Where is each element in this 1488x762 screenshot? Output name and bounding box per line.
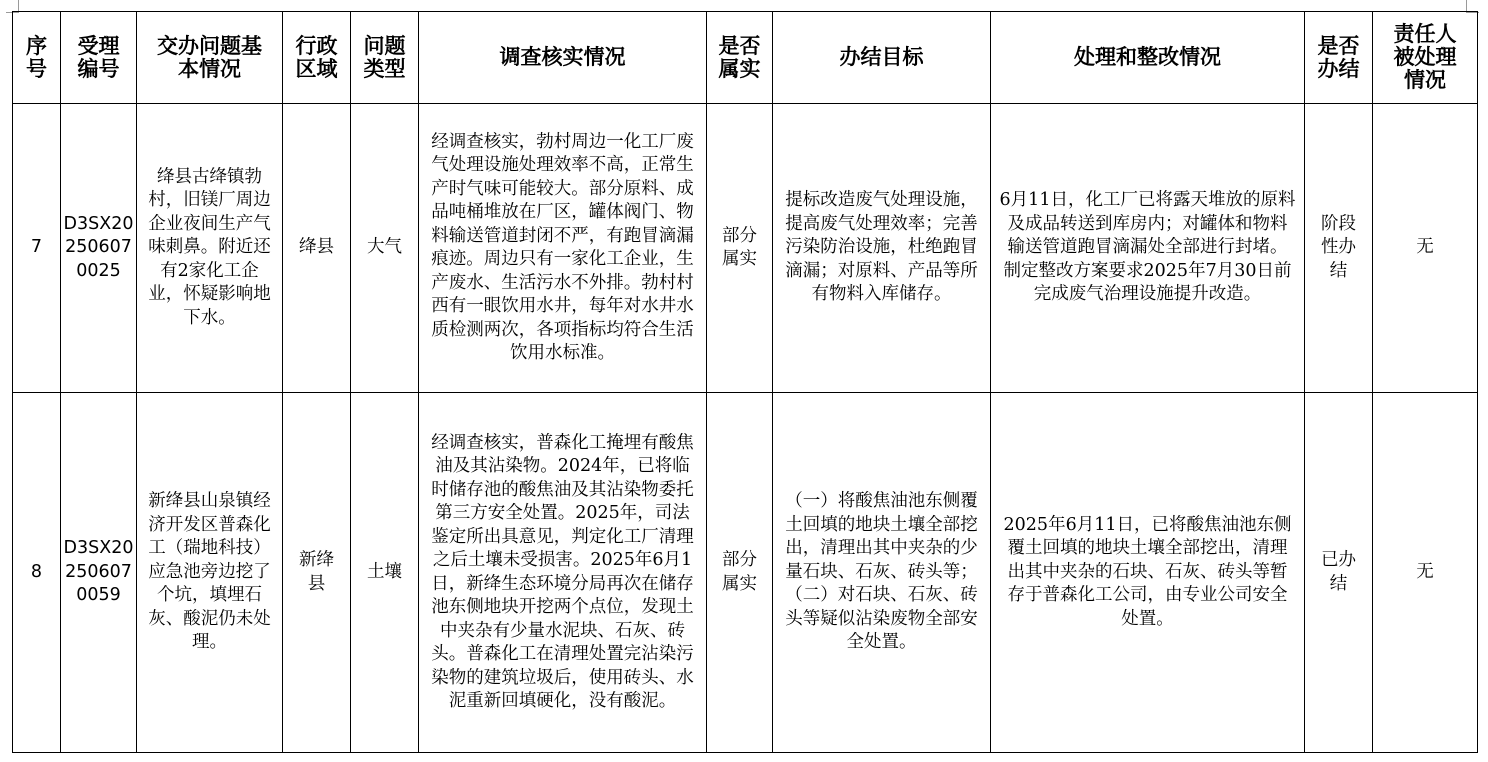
cell-handling: 2025年6月11日，已将酸焦油池东侧覆土回填的地块土壤全部挖出，清理出其中夹杂的石块、石灰、砖头等暂存于普森化工公司，由专业公司安全处置。 xyxy=(991,393,1305,753)
header-completed: 是否办结 xyxy=(1305,12,1373,104)
cell-region: 绛县 xyxy=(283,104,351,393)
cell-problem: 新绛县山泉镇经济开发区普森化工（瑞地科技）应急池旁边挖了个坑，填埋石灰、酸泥仍未处理。 xyxy=(137,393,283,753)
cell-target: （一）将酸焦油池东侧覆土回填的地块土壤全部挖出，清理出其中夹杂的少量石块、石灰、砖头等；（二）对石块、石灰、砖头等疑似沾染废物全部安全处置。 xyxy=(773,393,991,753)
cell-accountability: 无 xyxy=(1373,393,1478,753)
cell-region: 新绛县 xyxy=(283,393,351,753)
cell-handling: 6月11日，化工厂已将露天堆放的原料及成品转送到库房内；对罐体和物料输送管道跑冒滴漏处全部进行封堵。制定整改方案要求2025年7月30日前完成废气治理设施提升改造。 xyxy=(991,104,1305,393)
cell-target: 提标改造废气处理设施，提高废气处理效率；完善污染防治设施，杜绝跑冒滴漏；对原料、产品等所有物料入库储存。 xyxy=(773,104,991,393)
header-region: 行政区域 xyxy=(283,12,351,104)
cell-is-true: 部分属实 xyxy=(707,393,773,753)
case-table xyxy=(12,11,1478,753)
cell-type: 土壤 xyxy=(351,393,419,753)
table-header-row xyxy=(13,12,1478,104)
table-row xyxy=(13,104,1478,393)
cell-completed: 已办结 xyxy=(1305,393,1373,753)
cell-completed: 阶段性办结 xyxy=(1305,104,1373,393)
cell-is-true: 部分属实 xyxy=(707,104,773,393)
header-target: 办结目标 xyxy=(773,12,991,104)
cell-investigation: 经调查核实，勃村周边一化工厂废气处理设施处理效率不高，正常生产时气味可能较大。部分原料、成品吨桶堆放在厂区，罐体阀门、物料输送管道封闭不严，有跑冒滴漏痕迹。周边只有一家化工企业，生产废水、生活污水不外排。勃村村西有一眼饮用水井，每年对水井水质检测两次，各项指标均符合生活饮用水标准。 xyxy=(419,104,707,393)
cell-case-id: D3SX202506070025 xyxy=(61,104,137,393)
cell-accountability: 无 xyxy=(1373,104,1478,393)
cell-seq: 7 xyxy=(13,104,61,393)
header-seq: 序号 xyxy=(13,12,61,104)
header-is-true: 是否属实 xyxy=(707,12,773,104)
cell-case-id: D3SX202506070059 xyxy=(61,393,137,753)
cell-investigation: 经调查核实，普森化工掩埋有酸焦油及其沾染物。2024年，已将临时储存池的酸焦油及其沾染物委托第三方安全处置。2025年，司法鉴定所出具意见，判定化工厂清理之后土壤未受损害。2025年6月1日，新绛生态环境分局再次在储存池东侧地块开挖两个点位，发现土中夹杂有少量水泥块、石灰、砖头。普森化工在清理处置完沾染污染物的建筑垃圾后，使用砖头、水泥重新回填硬化，没有酸泥。 xyxy=(419,393,707,753)
header-investigation: 调查核实情况 xyxy=(419,12,707,104)
header-problem: 交办问题基本情况 xyxy=(137,12,283,104)
header-case-id: 受理编号 xyxy=(61,12,137,104)
cell-problem: 绛县古绛镇勃村，旧镁厂周边企业夜间生产气味刺鼻。附近还有2家化工企业，怀疑影响地下水。 xyxy=(137,104,283,393)
table-row xyxy=(13,393,1478,753)
cell-type: 大气 xyxy=(351,104,419,393)
header-handling: 处理和整改情况 xyxy=(991,12,1305,104)
cell-seq: 8 xyxy=(13,393,61,753)
header-type: 问题类型 xyxy=(351,12,419,104)
header-accountability: 责任人被处理情况 xyxy=(1373,12,1478,104)
